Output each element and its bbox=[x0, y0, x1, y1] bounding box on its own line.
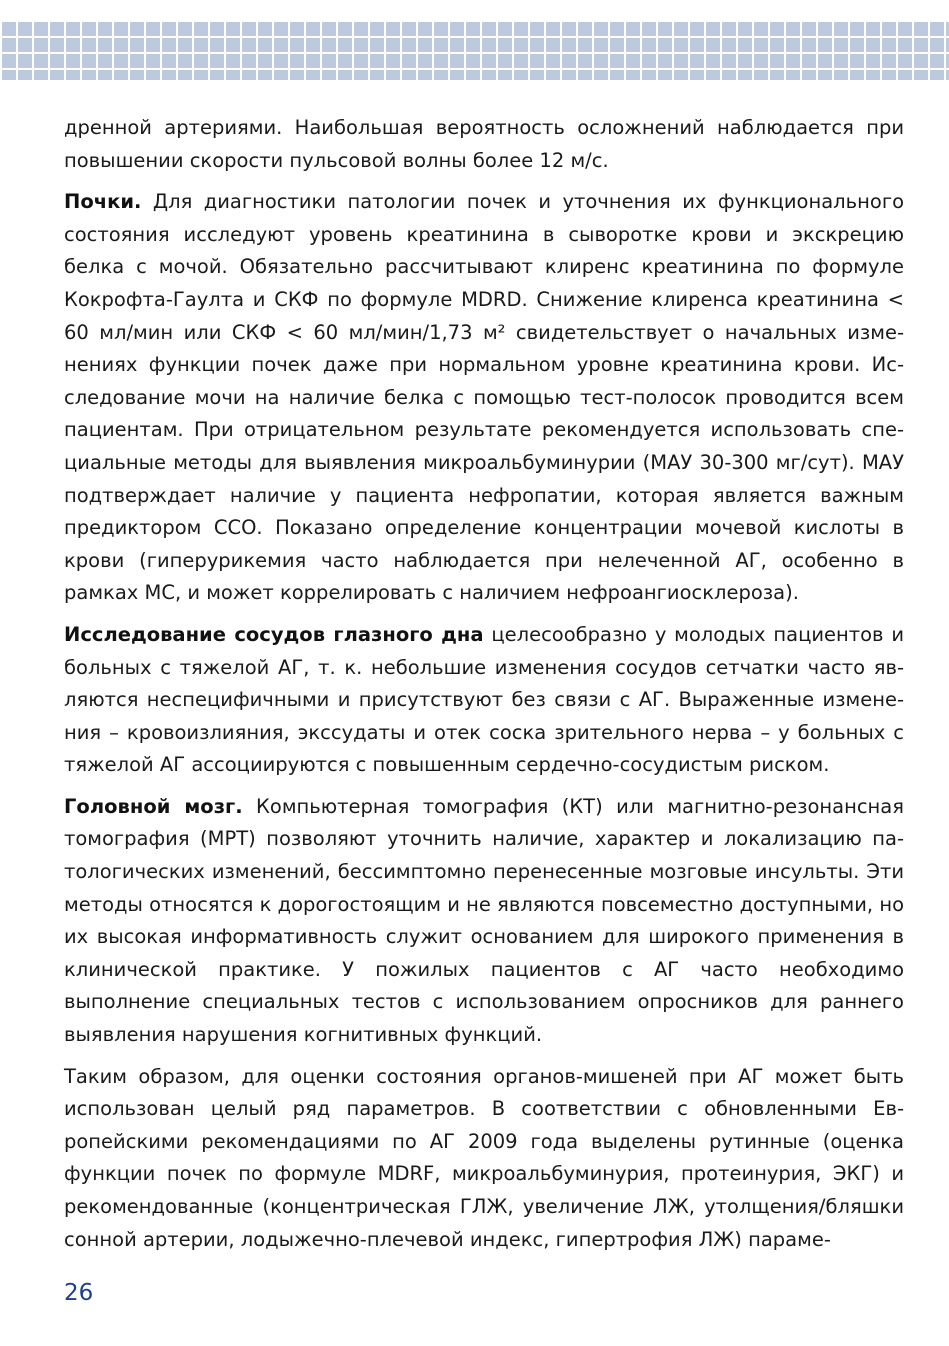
paragraph-lead-fundus: Исследование сосудов глазного дна bbox=[64, 622, 484, 646]
paragraph-kidneys bbox=[64, 186, 904, 610]
paragraph-lead-kidneys: Почки. bbox=[64, 190, 142, 214]
paragraph-text: целесообразно у молодых пациентов и больных с тяжелой АГ, т. к. небольшие изменения сосудов сетчатки часто являются неспецифичными и присутствуют без связи с АГ. Выраженные изменения – кровоизлияния, экссудаты и отек соска зрительного нерва – у больных с тяжелой АГ ассоциируются с повышенным сердечно-сосудистым риском. bbox=[64, 622, 904, 777]
document-body bbox=[64, 112, 904, 1265]
paragraph-brain bbox=[64, 791, 904, 1052]
page-number: 26 bbox=[64, 1280, 94, 1306]
paragraph-text: Таким образом, для оценки состояния органов-мишеней при АГ может быть использован целый ряд параметров. В соответствии с обновленными Европейскими рекомендациями по АГ 2009 года выделены рутинные (оценка функции почек по формуле MDRF, микроальбуминурия, протеинурия, ЭКГ) и рекомендованные (концентрическая ГЛЖ, увеличение ЛЖ, утолщения/бляшки сонной артерии, лодыжечно-плечевой индекс, гипертрофия ЛЖ) параме- bbox=[64, 1064, 904, 1251]
paragraph-continuation bbox=[64, 112, 904, 177]
paragraph-text: Для диагностики патологии почек и уточнения их функционального состояния исследуют уровень креатинина в сыворотке крови и экскрецию белка с мочой. Обязательно рассчитывают клиренс креатинина по формуле Кокрофта-Гаулта и СКФ по формуле MDRD. Снижение клиренса креатинина < 60 мл/мин или СКФ < 60 мл/мин/1,73 м² свидетельствует о начальных изменениях функции почек даже при нормальном уровне креатинина крови. Исследование мочи на наличие белка с помощью тест-полосок проводится всем пациентам. При отрицательном результате рекомендуется использовать специальные методы для выявления микроальбуминурии (МАУ 30-300 мг/сут). МАУ подтверждает наличие у пациента нефропатии, которая является важным предиктором ССО. Показано определение концентрации мочевой кислоты в крови (гиперурикемия часто наблюдается при нелеченной АГ, особенно в рамках МС, и может коррелировать с наличием нефроангиосклероза). bbox=[64, 190, 904, 605]
header-decorative-band bbox=[0, 0, 949, 80]
paragraph-text: Компьютерная томография (КТ) или магнитно-резонансная томография (МРТ) позволяют уточнить наличие, характер и локализацию патологических изменений, бессимптомно перенесенные мозговые инсульты. Эти методы относятся к дорогостоящим и не являются повсеместно доступными, но их высокая информативность служит основанием для широкого применения в клинической практике. У пожилых пациентов с АГ часто необходимо выполнение специальных тестов с использованием опросников для раннего выявления нарушения когнитивных функций. bbox=[64, 794, 904, 1047]
paragraph-lead-brain: Головной мозг. bbox=[64, 794, 243, 818]
paragraph-text: дренной артериями. Наибольшая вероятность осложнений наблюдается при повышении скорости пульсовой волны более 12 м/с. bbox=[64, 116, 904, 172]
paragraph-fundus bbox=[64, 619, 904, 782]
paragraph-summary bbox=[64, 1061, 904, 1257]
